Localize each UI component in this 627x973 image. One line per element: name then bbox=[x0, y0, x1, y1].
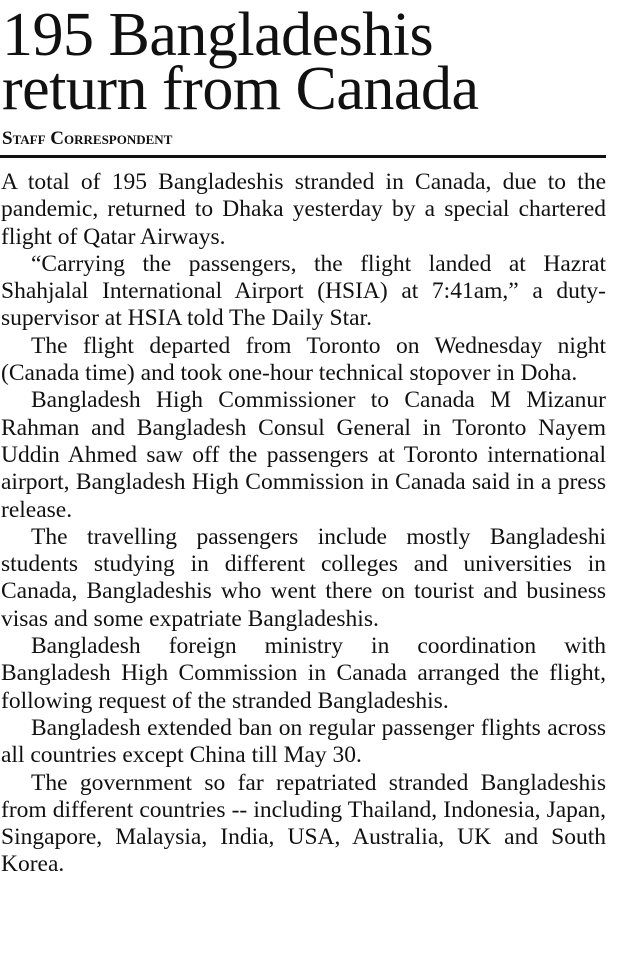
divider-rule bbox=[0, 155, 606, 158]
headline-line-2: return from Canada bbox=[2, 55, 479, 123]
paragraph: The travelling passengers include mostly Bangladeshi students studying in different colleges and universities in Canada, Bangladeshis who went there on tourist and business visas and some expatriate Bangladeshis. bbox=[1, 523, 606, 632]
paragraph: “Carrying the passengers, the flight landed at Hazrat Shahjalal International Airport (HSIA) at 7:41am,” a duty-supervisor at HSIA told The Daily Star. bbox=[1, 250, 606, 332]
headline bbox=[0, 0, 606, 123]
headline-line-1: 195 Bangladeshis bbox=[2, 1, 434, 69]
paragraph: Bangladesh extended ban on regular passenger flights across all countries except China till May 30. bbox=[1, 714, 606, 769]
article-body bbox=[0, 169, 606, 879]
paragraph: The government so far repatriated stranded Bangladeshis from different countries -- including Thailand, Indonesia, Japan, Singapore, Malaysia, India, USA, Australia, UK and South Korea. bbox=[1, 769, 606, 878]
paragraph: The flight departed from Toronto on Wednesday night (Canada time) and took one-hour technical stopover in Doha. bbox=[1, 332, 606, 387]
paragraph: A total of 195 Bangladeshis stranded in Canada, due to the pandemic, returned to Dhaka yesterday by a special chartered flight of Qatar Airways. bbox=[1, 169, 606, 250]
byline: Staff Correspondent bbox=[2, 128, 173, 149]
paragraph: Bangladesh foreign ministry in coordination with Bangladesh High Commission in Canada arranged the flight, following request of the stranded Bangladeshis. bbox=[1, 633, 606, 714]
paragraph: Bangladesh High Commissioner to Canada M Mizanur Rahman and Bangladesh Consul General in Toronto Nayem Uddin Ahmed saw off the passengers at Toronto international airport, Bangladesh High Commission in Canada said in a press release. bbox=[1, 387, 606, 523]
